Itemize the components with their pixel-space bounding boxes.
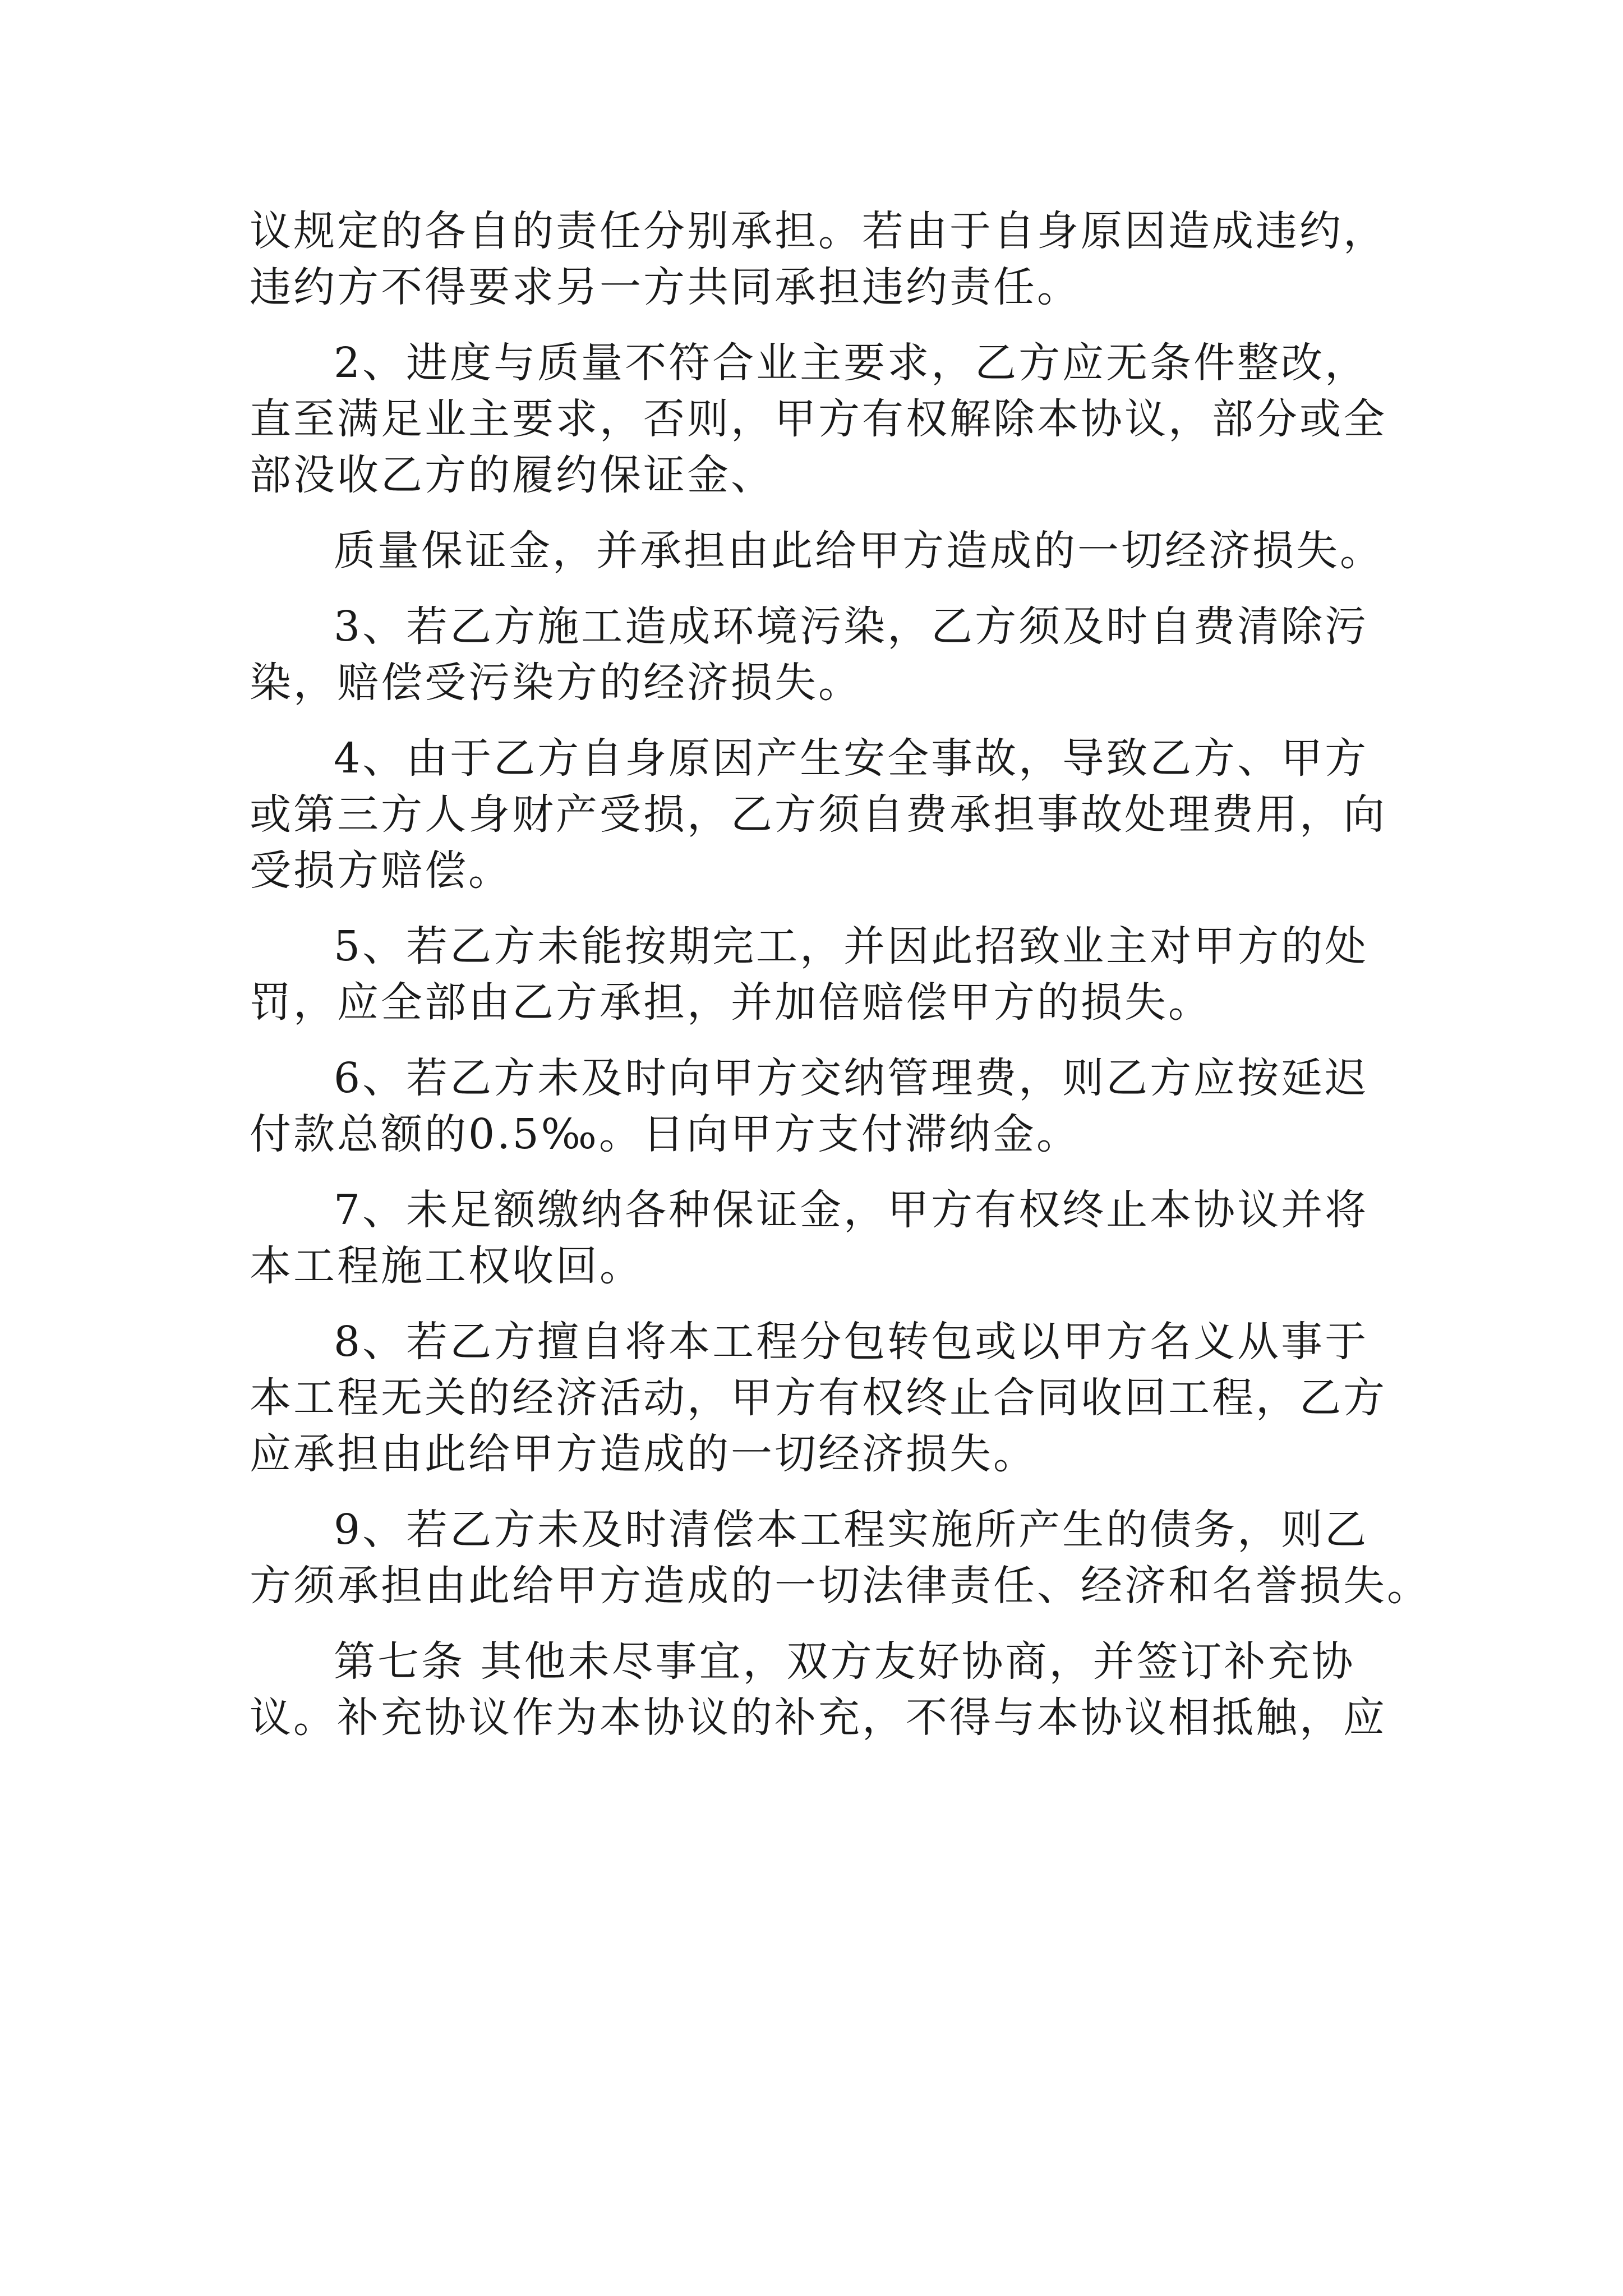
- text-line: 本工程无关的经济活动，甲方有权终止合同收回工程，乙方: [250, 1374, 1387, 1422]
- text-line: 本工程施工权收回。: [250, 1242, 643, 1290]
- text-line: 3、若乙方施工造成环境污染，乙方须及时自费清除污: [334, 602, 1369, 651]
- text-line: 第七条 其他未尽事宜，双方友好协商，并签订补充协: [334, 1637, 1355, 1686]
- text-line: 6、若乙方未及时向甲方交纳管理费，则乙方应按延迟: [334, 1054, 1369, 1102]
- text-line: 4、由于乙方自身原因产生安全事故，导致乙方、甲方: [334, 734, 1369, 783]
- text-line: 违约方不得要求另一方共同承担违约责任。: [250, 263, 1081, 311]
- text-line: 受损方赔偿。: [250, 846, 512, 895]
- text-line: 罚，应全部由乙方承担，并加倍赔偿甲方的损失。: [250, 978, 1212, 1027]
- text-line: 直至满足业主要求，否则，甲方有权解除本协议，部分或全: [250, 395, 1387, 443]
- text-line: 9、若乙方未及时清偿本工程实施所产生的债务，则乙: [334, 1506, 1369, 1554]
- text-line: 染，赔偿受污染方的经济损失。: [250, 659, 862, 707]
- text-line: 8、若乙方擅自将本工程分包转包或以甲方名义从事于: [334, 1318, 1369, 1366]
- document-body: [250, 203, 1431, 1746]
- text-line: 付款总额的0.5‰。日向甲方支付滞纳金。: [250, 1110, 1080, 1158]
- text-line: 方须承担由此给甲方造成的一切法律责任、经济和名誉损失。: [250, 1562, 1431, 1610]
- text-line: 7、未足额缴纳各种保证金，甲方有权终止本协议并将: [334, 1186, 1369, 1234]
- text-line: 议。补充协议作为本协议的补充，不得与本协议相抵触，应: [250, 1694, 1387, 1742]
- text-line: 5、若乙方未能按期完工，并因此招致业主对甲方的处: [334, 922, 1369, 970]
- text-line: 议规定的各自的责任分别承担。若由于自身原因造成违约，: [250, 207, 1387, 255]
- text-line: 2、进度与质量不符合业主要求，乙方应无条件整改，: [334, 339, 1369, 387]
- text-line: 部没收乙方的履约保证金、: [250, 451, 774, 499]
- text-line: 质量保证金，并承担由此给甲方造成的一切经济损失。: [334, 527, 1384, 575]
- text-line: 或第三方人身财产受损，乙方须自费承担事故处理费用，向: [250, 790, 1387, 839]
- text-line: 应承担由此给甲方造成的一切经济损失。: [250, 1430, 1037, 1478]
